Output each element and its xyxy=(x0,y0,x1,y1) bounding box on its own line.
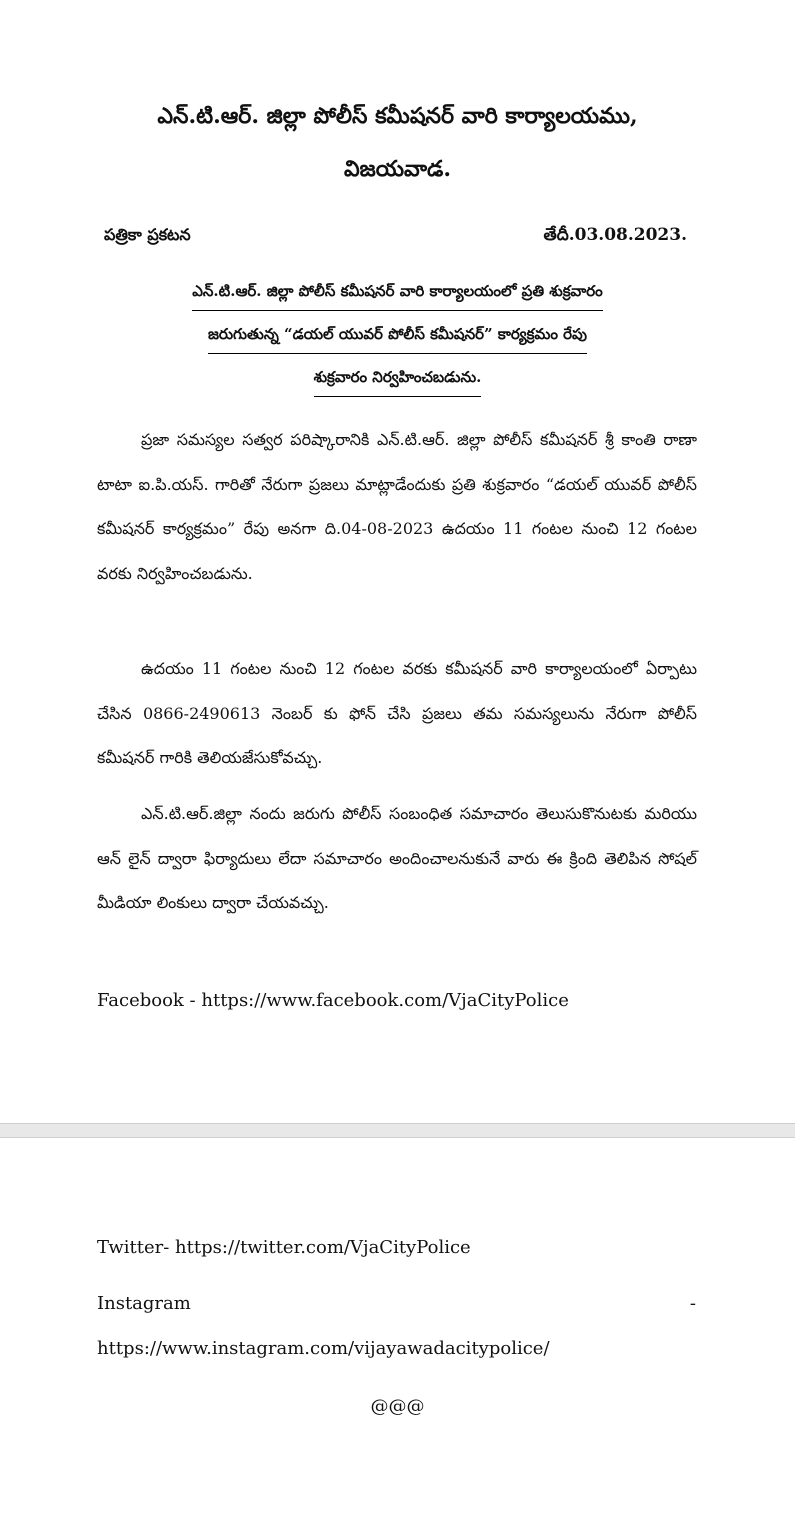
subject-line-3: శుక్రవారం నిర్వహించబడును. xyxy=(0,368,795,397)
instagram-link[interactable]: https://www.instagram.com/vijayawadacitypolice/ xyxy=(97,1338,550,1359)
end-mark: @@@ xyxy=(370,1396,425,1417)
subject-line-2: జరుగుతున్న “డయల్ యువర్ పోలీస్ కమీషనర్” కార్యక్రమం రేపు xyxy=(0,325,795,354)
document-date: తేదీ.03.08.2023. xyxy=(543,225,687,245)
office-city: విజయవాడ. xyxy=(343,156,451,182)
document-page-2 xyxy=(0,1137,795,1513)
facebook-link[interactable]: Facebook - https://www.facebook.com/VjaCityPolice xyxy=(97,990,569,1011)
instagram-dash: - xyxy=(689,1293,696,1314)
instagram-label: Instagram xyxy=(97,1293,191,1314)
body-paragraph-2: ఉదయం 11 గంటల నుంచి 12 గంటల వరకు కమీషనర్ వారి కార్యాలయంలో ఏర్పాటు చేసిన 0866-2490613 నెంబర్ కు ఫోన్ చేసి ప్రజలు తమ సమస్యలును నేరుగా పోలీస్ కమీషనర్ గారికి తెలియజేసుకోవచ్చు. xyxy=(97,659,697,767)
office-title: ఎన్.టి.ఆర్. జిల్లా పోలీస్ కమీషనర్ వారి కార్యాలయము, xyxy=(157,103,638,129)
press-release-label: పత్రికా ప్రకటన xyxy=(104,225,191,244)
subject-line-1: ఎన్.టి.ఆర్. జిల్లా పోలీస్ కమీషనర్ వారి కార్యాలయంలో ప్రతి శుక్రవారం xyxy=(0,282,795,311)
body-paragraph-3: ఎన్.టి.ఆర్.జిల్లా నందు జరుగు పోలీస్ సంబంధిత సమాచారం తెలుసుకొనుటకు మరియు ఆన్ లైన్ ద్వారా ఫిర్యాదులు లేదా సమాచారం అందించాలనుకునే వారు ఈ క్రింది తెలిపిన సోషల్ మీడియా లింకులు ద్వారా చేయవచ్చు. xyxy=(97,804,697,912)
body-paragraph-1: ప్రజా సమస్యల సత్వర పరిష్కారానికి ఎన్.టి.ఆర్. జిల్లా పోలీస్ కమీషనర్ శ్రీ కాంతి రాణా టాటా ఐ.పి.యస్. గారితో నేరుగా ప్రజలు మాట్లాడేందుకు ప్రతి శుక్రవారం “డయల్ యువర్ పోలీస్ కమీషనర్ కార్యక్రమం” రేపు అనగా ది.04-08-2023 ఉదయం 11 గంటల నుంచి 12 గంటల వరకు నిర్వహించబడును. xyxy=(97,430,697,583)
twitter-link[interactable]: Twitter- https://twitter.com/VjaCityPolice xyxy=(97,1237,471,1258)
